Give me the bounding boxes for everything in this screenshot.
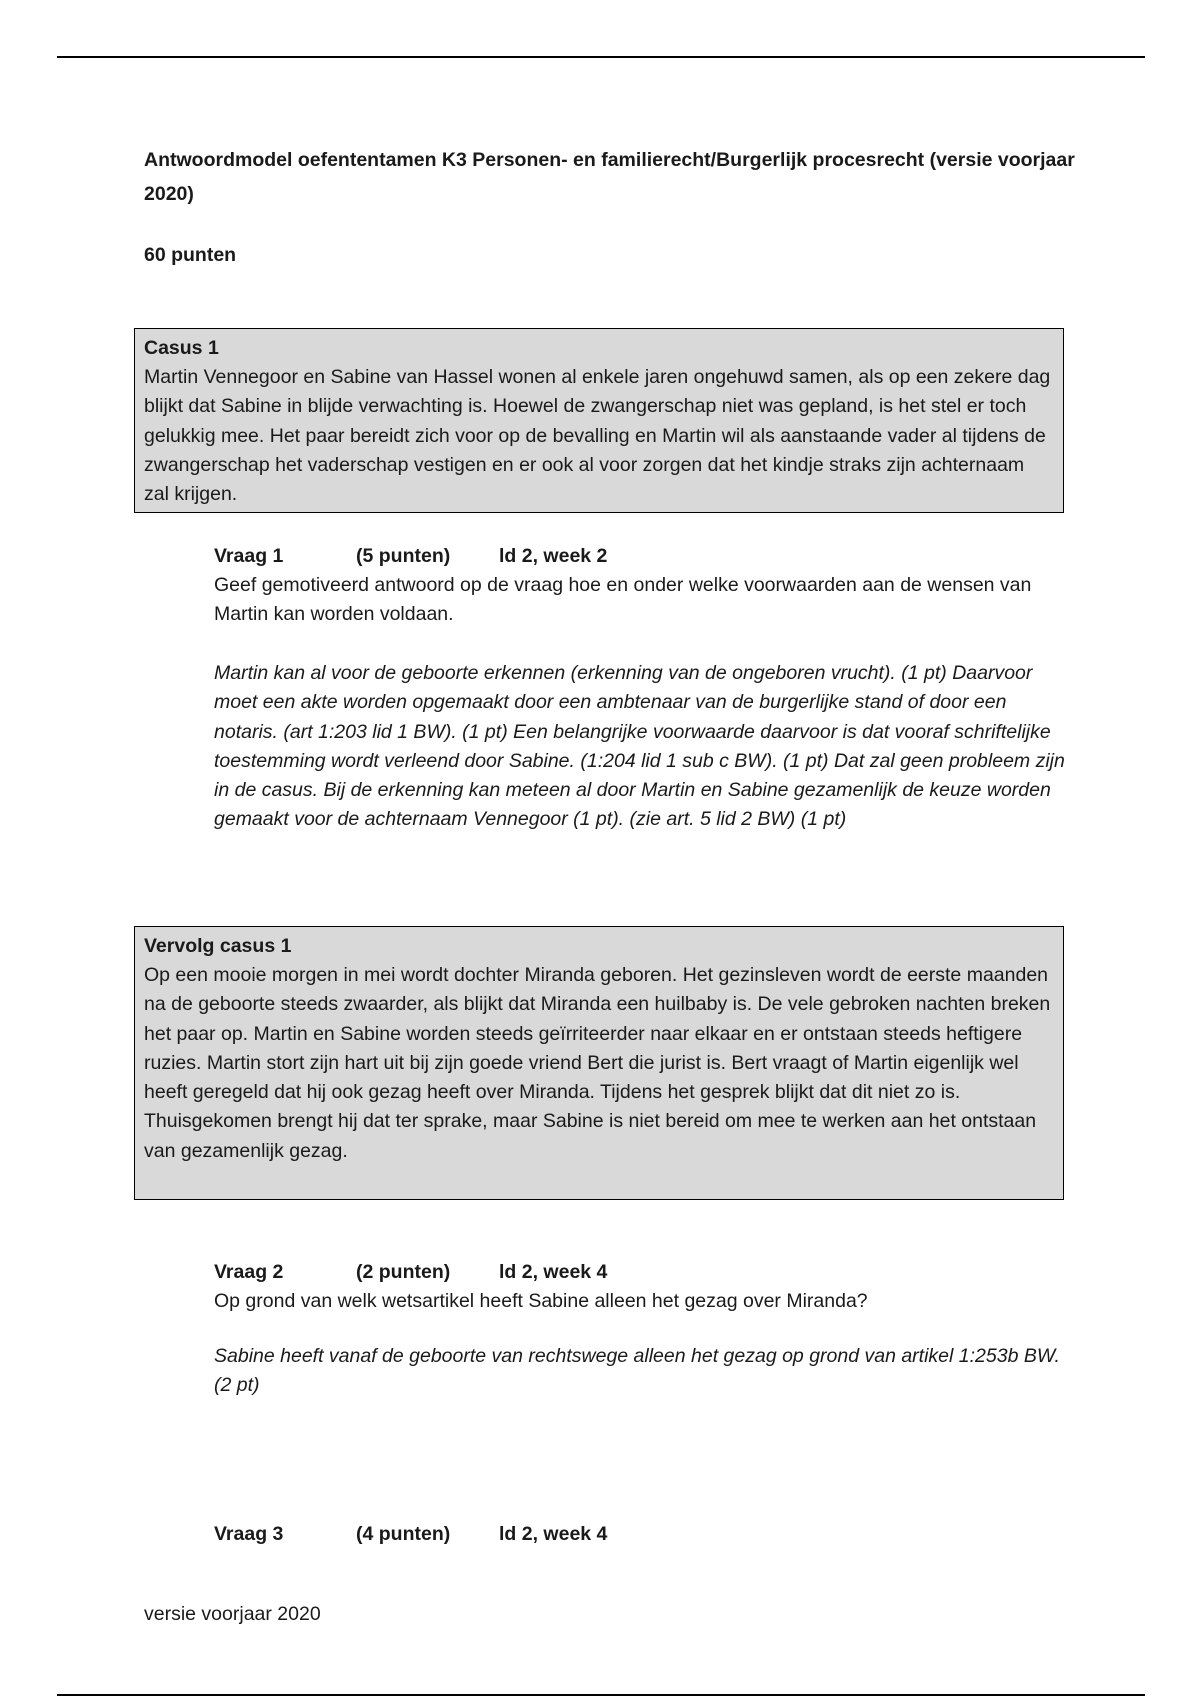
question-1-answer: Martin kan al voor de geboorte erkennen (erkenning van de ongeboren vrucht). (1 pt) Daarvoor moet een akte worden opgemaakt door een ambtenaar van de burgerlijke stand of door een notaris. (art 1:203 lid 1 BW). (1 pt) Een belangrijke voorwaarde daarvoor is dat vooraf schriftelijke toestemming wordt verleend door Sabine. (1:204 lid 1 sub c BW). (1 pt) Dat zal geen probleem zijn in de casus. Bij de erkenning kan meteen al door Martin en Sabine gezamenlijk de keuze worden gemaakt voor de achternaam Vennegoor (1 pt). (zie art. 5 lid 2 BW) (1 pt) — [214, 662, 1065, 831]
footer-version: versie voorjaar 2020 — [144, 1603, 321, 1625]
case-1-continued-body: Op een mooie morgen in mei wordt dochter Miranda geboren. Het gezinsleven wordt de eerste maanden na de geboorte steeds zwaarder, als blijkt dat Miranda een huilbaby is. De vele gebroken nachten breken het paar op. Martin en Sabine worden steeds geïrriteerder naar elkaar en er ontstaan steeds heftigere ruzies. Martin stort zijn hart uit bij zijn goede vriend Bert die jurist is. Bert vraagt of Martin eigenlijk wel heeft geregeld dat hij ook gezag heeft over Miranda. Tijdens het gesprek blijkt dat dit niet zo is. Thuisgekomen brengt hij dat ter sprake, maar Sabine is niet bereid om mee te werken aan het ontstaan van gezamenlijk gezag. — [144, 964, 1051, 1162]
question-1-heading — [214, 542, 607, 571]
question-2-reference: ld 2, week 4 — [499, 1261, 608, 1283]
question-1-number: Vraag 1 — [214, 545, 284, 567]
document-title: Antwoordmodel oefententamen K3 Personen- en familierecht/Burgerlijk procesrecht (versie voorjaar 2020) — [144, 149, 1075, 205]
question-1-points: (5 punten) — [356, 545, 451, 567]
top-rule — [57, 56, 1145, 58]
case-1-continued-caption: Vervolg casus 1 — [144, 935, 292, 957]
question-2-number: Vraag 2 — [214, 1261, 284, 1283]
question-1-reference: ld 2, week 2 — [499, 545, 608, 567]
case-1-continued-box — [134, 926, 1064, 1200]
question-2-heading — [214, 1258, 607, 1287]
case-1-caption: Casus 1 — [144, 337, 219, 359]
question-2-text: Op grond van welk wetsartikel heeft Sabine alleen het gezag over Miranda? — [214, 1290, 868, 1312]
total-points: 60 punten — [144, 244, 237, 266]
bottom-rule — [57, 1694, 1145, 1696]
case-1-body: Martin Vennegoor en Sabine van Hassel wonen al enkele jaren ongehuwd samen, als op een zekere dag blijkt dat Sabine in blijde verwachting is. Hoewel de zwangerschap niet was gepland, is het stel er toch gelukkig mee. Het paar bereidt zich voor op de bevalling en Martin wil als aanstaande vader al tijdens de zwangerschap het vaderschap vestigen en er ook al voor zorgen dat het kindje straks zijn achternaam zal krijgen. — [144, 366, 1051, 506]
question-3-number: Vraag 3 — [214, 1523, 284, 1545]
question-3-points: (4 punten) — [356, 1523, 451, 1545]
question-2-points: (2 punten) — [356, 1261, 451, 1283]
question-3-reference: ld 2, week 4 — [499, 1523, 608, 1545]
question-1-text: Geef gemotiveerd antwoord op de vraag hoe en onder welke voorwaarden aan de wensen van Martin kan worden voldaan. — [214, 574, 1032, 626]
question-2-answer: Sabine heeft vanaf de geboorte van rechtswege alleen het gezag op grond van artikel 1:253b BW. (2 pt) — [214, 1345, 1060, 1397]
question-3-heading — [214, 1520, 607, 1549]
case-1-box — [134, 328, 1064, 513]
